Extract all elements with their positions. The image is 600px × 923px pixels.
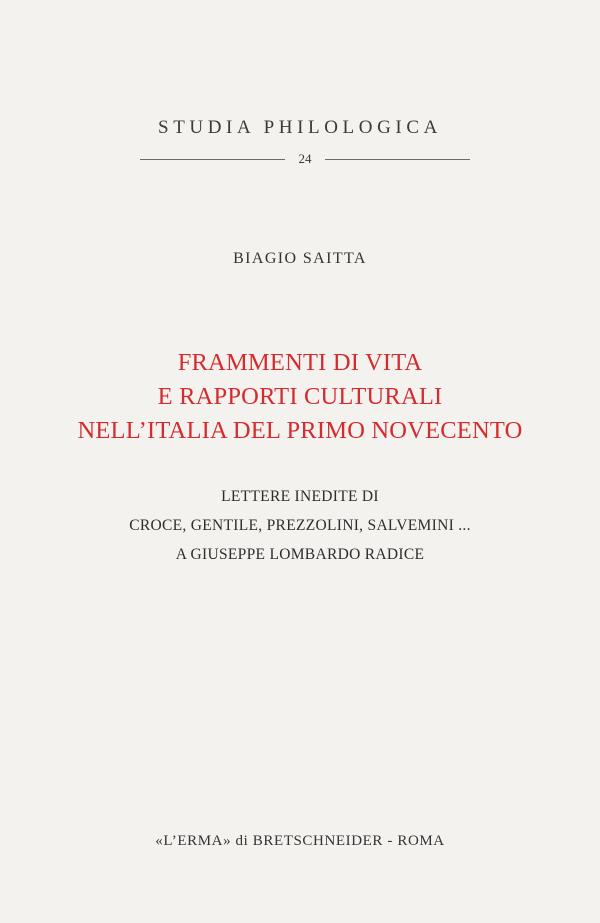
series-number-rule (140, 151, 470, 167)
book-subtitle (0, 482, 600, 569)
publisher-imprint: «L’ERMA» di BRETSCHNEIDER - ROMA (155, 833, 445, 849)
series-number: 24 (298, 151, 312, 166)
author-name: BIAGIO SAITTA (233, 250, 367, 267)
title-line-2: E RAPPORTI CULTURALI (157, 383, 443, 410)
book-title (0, 346, 600, 448)
title-line-1: FRAMMENTI DI VITA (177, 349, 423, 376)
series-name: STUDIA PHILOLOGICA (158, 117, 442, 138)
subtitle-line-2: CROCE, GENTILE, PREZZOLINI, SALVEMINI ... (129, 517, 471, 534)
rule-right-line (325, 159, 470, 160)
rule-left-line (140, 159, 285, 160)
subtitle-line-1: LETTERE INEDITE DI (221, 488, 379, 505)
title-line-3: NELL’ITALIA DEL PRIMO NOVECENTO (77, 417, 523, 444)
subtitle-line-3: A GIUSEPPE LOMBARDO RADICE (175, 546, 425, 563)
